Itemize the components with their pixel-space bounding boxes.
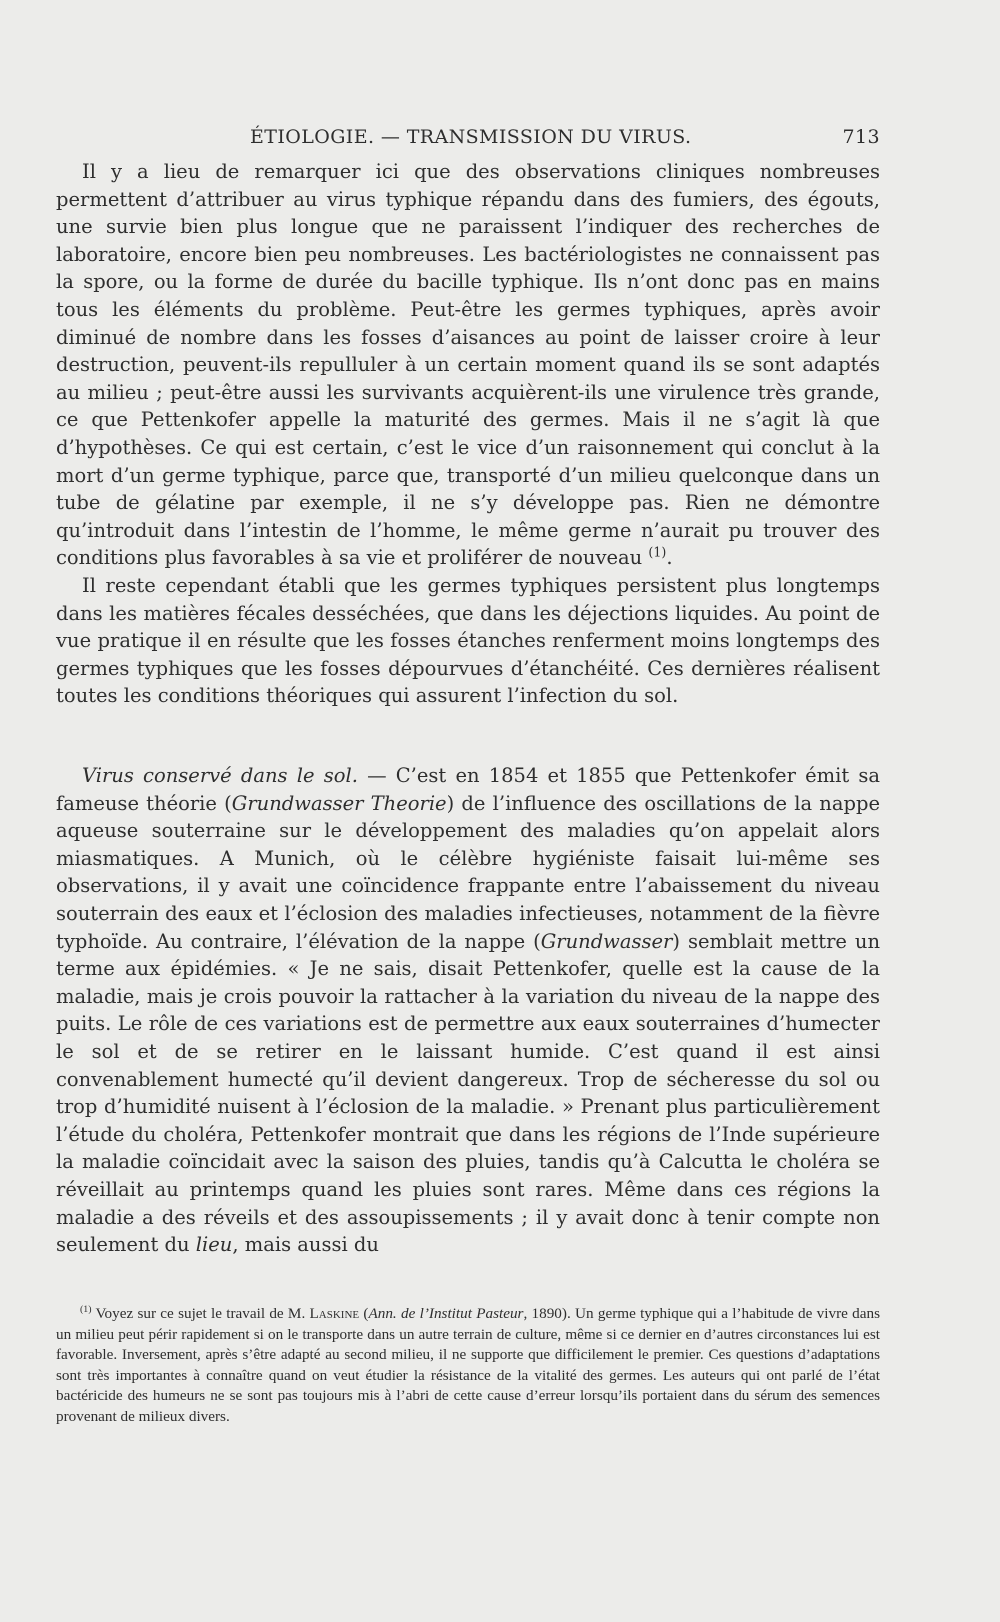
- running-head: [60, 126, 880, 156]
- lieu-term: lieu: [195, 1233, 233, 1257]
- footnote-marker: (1): [80, 1303, 92, 1315]
- section-heading: Virus conservé dans le sol.: [82, 764, 358, 787]
- theory-name: Grundwasser Theorie: [231, 791, 447, 815]
- footnotes: [56, 1304, 880, 1428]
- body-section-1: [56, 158, 880, 710]
- page-number: 713: [842, 126, 880, 148]
- footnote-text-b: (: [359, 1305, 369, 1322]
- footnote-author: Laskine: [309, 1305, 360, 1322]
- paragraph-3: [56, 762, 880, 1259]
- footnote-text-a: Voyez sur ce sujet le travail de M.: [91, 1305, 310, 1322]
- paragraph-3-text-a: C’est en 1854 et 1855 que Pettenkofer émit sa fameuse théorie (: [56, 764, 880, 815]
- paragraph-2: Il reste cependant établi que les germes typhiques persistent plus longtemps dans les matières fécales desséchées, que dans les déjections liquides. Au point de vue pratique il en résulte que les fosses étanches renferment moins longtemps des germes typhiques que les fosses dépourvues d’étanchéité. Ces dernières réalisent toutes les conditions théoriques qui assurent l’infection du sol.: [56, 573, 880, 708]
- footnote-1: [56, 1304, 880, 1428]
- footnote-journal: Ann. de l’Institut Pasteur: [368, 1305, 524, 1322]
- paragraph-3-text-c: ) semblait mettre un terme aux épidémies. « Je ne sais, disait Pettenkofer, quelle est la cause de la maladie, mais je crois pouvoir la rattacher à la variation du niveau de la nappe des puits. Le rôle de ces variations est de permettre aux eaux souterraines d’humecter le sol et de se retirer en le laissant humide. C’est quand il est ainsi convenablement humecté qu’il devient dangereux. Trop de sécheresse du sol ou trop d’humidité nuisent à l’éclosion de la maladie. » Prenant plus particulièrement l’étude du choléra, Pettenkofer montrait que dans les régions de l’Inde supérieure la maladie coïncidait avec la saison des pluies, tandis qu’à Calcutta le choléra se réveillait au printemps quand les pluies sont rares. Même dans ces régions la maladie a des réveils et des assoupissements ; il y avait donc à tenir compte non seulement du: [56, 929, 881, 1257]
- paragraph-3-text-b: ) de l’influence des oscillations de la nappe aqueuse souterraine sur le développement des maladies qu’on appelait alors miasmatiques. A Munich, où le célèbre hygiéniste faisait lui-même ses observations, il y avait une coïncidence frappante entre l’abaissement du niveau souterrain des eaux et l’éclosion des maladies infectieuses, notamment de la fièvre typhoïde. Au contraire, l’élévation de la nappe (: [56, 791, 880, 953]
- paragraph-1-text: Il y a lieu de remarquer ici que des observations cliniques nombreuses permettent d’attribuer au virus typhique répandu dans des fumiers, des égouts, une survie bien plus longue que ne paraissent l’indiquer des recherches de laboratoire, encore bien peu nombreuses. Les bactériologistes ne connaissent pas la spore, ou la forme de durée du bacille typhique. Ils n’ont donc pas en mains tous les éléments du problème. Peut-être les germes typhiques, après avoir diminué de nombre dans les fosses d’aisances au point de laisser croire à leur destruction, peuvent-ils repulluler à un certain moment quand ils se sont adaptés au milieu ; peut-être aussi les survivants acquièrent-ils une virulence très grande, ce que Pettenkofer appelle la maturité des germes. Mais il ne s’agit là que d’hypothèses. Ce qui est certain, c’est le vice d’un raisonnement qui conclut à la mort d’un germe typhique, parce que, transporté d’un milieu quelconque dans un tube de gélatine par exemple, il ne s’y développe pas. Rien ne démontre qu’introduit dans l’intestin de l’homme, le même germe n’aurait pu trouver des conditions plus favorables à sa vie et proliférer de nouveau: [56, 160, 880, 570]
- running-title: ÉTIOLOGIE. — TRANSMISSION DU VIRUS.: [250, 126, 692, 148]
- paragraph-1: [56, 158, 880, 572]
- footnote-text-c: , 1890). Un germe typhique qui a l’habitude de vivre dans un milieu peut périr rapidement si on le transporte dans un autre terrain de culture, même si ce dernier en d’autres circonstances lui est favorable. Inversement, après s’être adapté au second milieu, il ne supporte que difficilement le premier. Ces questions d’adaptations sont très importantes à connaître quand on veut étudier la résistance de la vitalité des germes. Les auteurs qui ont parlé de l’état bactéricide des humeurs ne se sont pas toujours mis à l’abri de cette cause d’erreur lorsqu’ils portaient dans du sérum des semences provenant de milieux divers.: [56, 1305, 880, 1425]
- footnote-reference: (1): [648, 544, 667, 560]
- paragraph-1-end: .: [666, 546, 673, 570]
- heading-dash: —: [357, 764, 396, 787]
- nappe-term: Grundwasser: [540, 929, 673, 953]
- body-section-2: [56, 762, 880, 1259]
- paragraph-3-text-d: , mais aussi du: [232, 1233, 379, 1257]
